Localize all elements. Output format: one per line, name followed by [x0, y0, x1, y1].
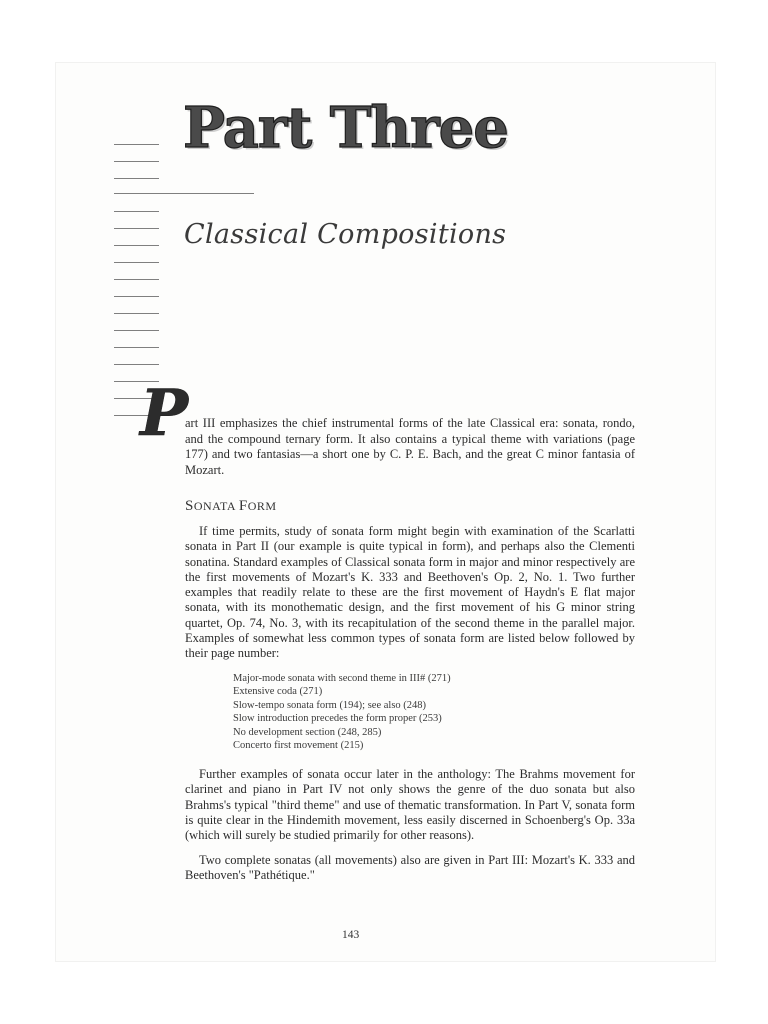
page-number: 143 [342, 929, 360, 941]
part-subtitle: Classical Compositions [184, 219, 507, 250]
rule-line [114, 296, 159, 297]
list-item: Slow-tempo sonata form (194); see also (248) [233, 699, 427, 711]
rule-line [114, 364, 159, 365]
intro-paragraph: art III emphasizes the chief instrumental forms of the late Classical era: sonata, rondo, and the compound ternary form. It also contains a typical theme with variations (page 177) and two fantasias—a short one by C. P. E. Bach, and the great C minor fantasia of Mozart. [185, 416, 635, 477]
rule-line [114, 211, 159, 212]
rule-line [114, 347, 159, 348]
rule-line [114, 262, 159, 263]
heading-small-caps: ONATA [193, 499, 239, 513]
rule-line [114, 178, 159, 179]
rule-line [114, 144, 159, 145]
rule-line [114, 330, 159, 331]
examples-list [233, 672, 451, 752]
rule-line [114, 313, 159, 314]
list-item: Slow introduction precedes the form proper (253) [233, 713, 442, 725]
list-item: Major-mode sonata with second theme in III# (271) [233, 673, 451, 684]
heading-initial: F [238, 498, 248, 514]
rule-line [114, 279, 159, 280]
rule-line [114, 228, 159, 229]
heading-small-caps: ORM [247, 499, 277, 513]
body-paragraph: Further examples of sonata occur later in the anthology: The Brahms movement for clarinet and piano in Part IV not only shows the genre of the duo sonata but also Brahms's typical "third theme" and use of thematic transformation. In Part V, sonata form is quite clear in the Hindemith movement, less easily discerned in Schoenberg's Op. 33a (which will surely be studied primarily for other reasons). [185, 767, 635, 843]
heading-initial: S [185, 498, 194, 514]
body-paragraph: If time permits, study of sonata form might begin with examination of the Scarlatti sonata in Part II (our example is quite typical in form), and perhaps also the Clementi sonatina. Standard examples of Classical sonata form in major and minor respectively are the first movements of Mozart's K. 333 and Beethoven's Op. 2, No. 1. Two further examples that readily relate to these are the first movement of Haydn's E flat major sonata, with its monothematic design, and the first movement of his G minor string quartet, Op. 74, No. 3, with its recapitulation of the second theme in the parallel major. Examples of somewhat less common types of sonata form are listed below followed by their page number: [185, 524, 635, 661]
rule-line [114, 193, 254, 194]
part-title: Part Three [183, 95, 508, 161]
rule-line [114, 245, 159, 246]
list-item: Extensive coda (271) [233, 686, 323, 698]
body-paragraph: Two complete sonatas (all movements) also are given in Part III: Mozart's K. 333 and Beethoven's "Pathétique." [185, 853, 635, 883]
list-item: Concerto first movement (215) [233, 740, 364, 752]
drop-cap: P [140, 376, 189, 451]
section-heading [185, 498, 277, 515]
list-item: No development section (248, 285) [233, 726, 382, 738]
rule-line [114, 161, 159, 162]
